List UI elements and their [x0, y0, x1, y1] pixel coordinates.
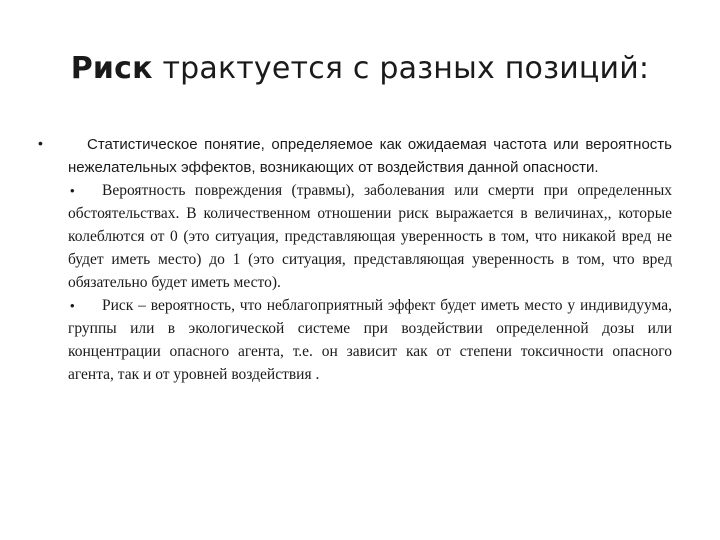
sub-bullet-1-marker: •: [70, 183, 75, 198]
title-rest: трактуется с разных позиций:: [152, 51, 650, 86]
bullet-marker: •: [38, 135, 43, 151]
slide-title: [0, 48, 720, 90]
sub-bullet-1-text: Вероятность повреждения (травмы), заболевания или смерти при определенных обстоятельствах. В количественном отношении риск выражается в величинах,, которые колеблются от 0 (это ситуация, представляющая уверенность в том, что никакой вред не будет иметь место) до 1 (это ситуация, представляющая уверенность в том, что вред обязательно будет иметь место).: [68, 182, 672, 291]
slide-body: [68, 133, 672, 386]
bullet-main-content: Статистическое понятие, определяемое как ожидаемая частота или вероятность нежелательных эффектов, возникающих от воздействия данной опасности.: [68, 136, 672, 176]
bullet-main-text: [68, 133, 672, 179]
sub-bullet-2-marker: •: [70, 298, 75, 313]
sub-bullet-1: [68, 179, 672, 294]
sub-bullet-2: [68, 294, 672, 386]
title-bold-word: Риск: [70, 51, 153, 86]
sub-bullet-2-text: Риск – вероятность, что неблагоприятный эффект будет иметь место у индивидуума, группы или в экологической системе при воздействии определенной дозы или концентрации опасного агента, т.е. он зависит как от степени токсичности опасного агента, так и от уровней воздействия .: [68, 297, 672, 383]
